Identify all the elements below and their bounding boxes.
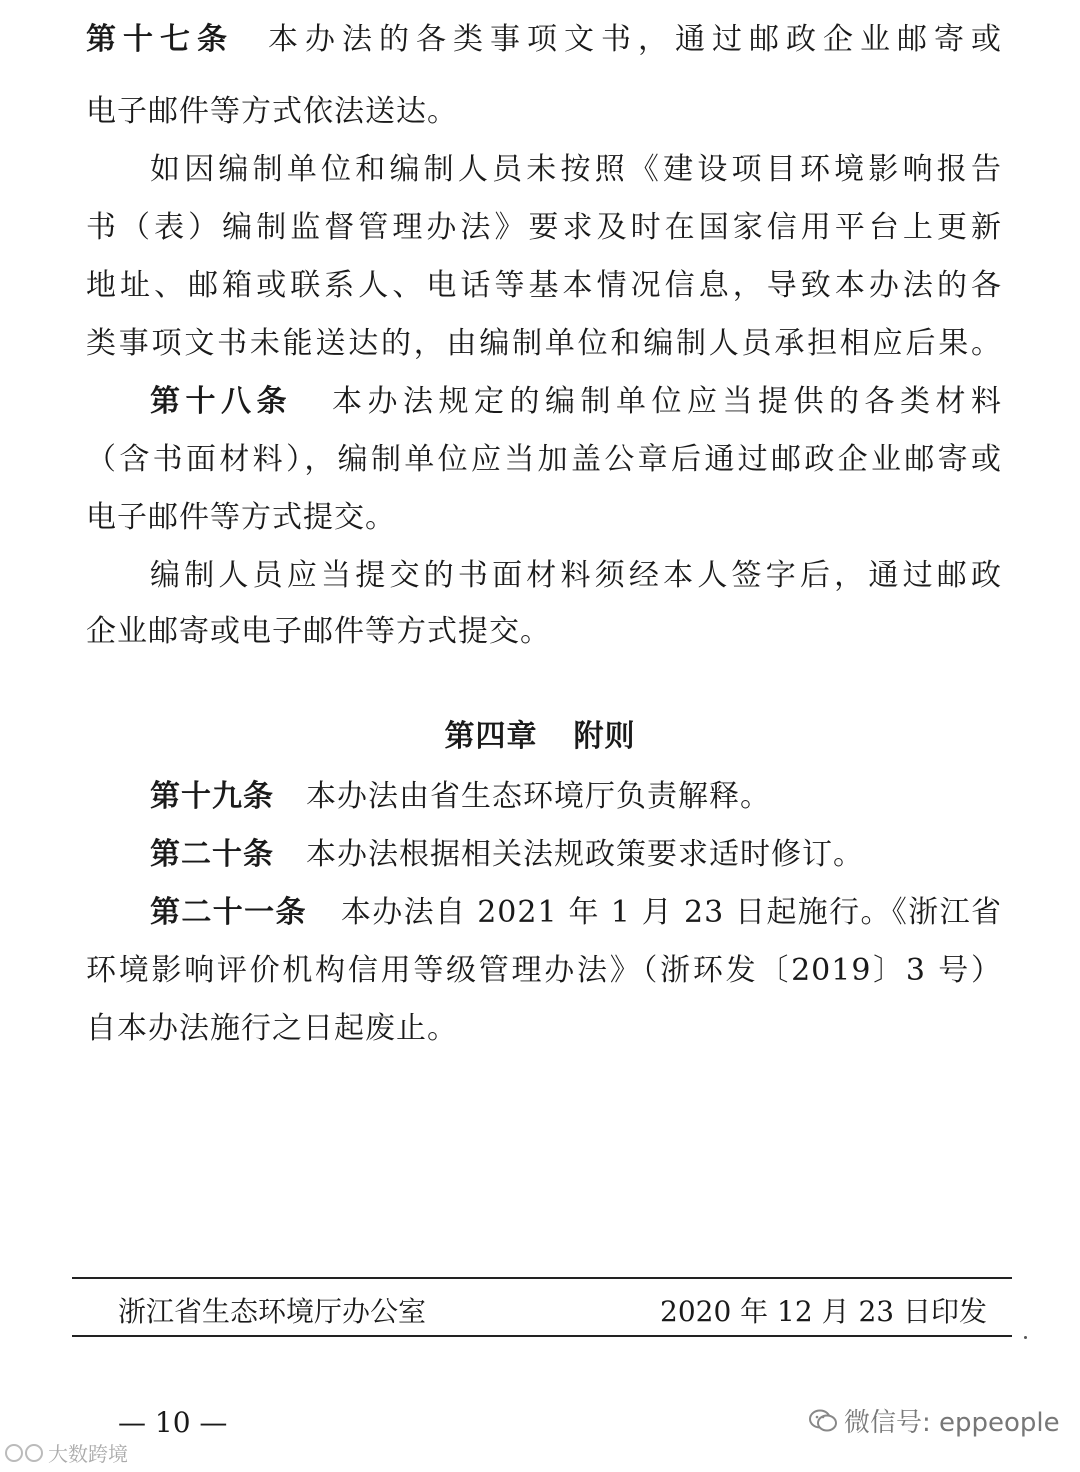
site-watermark — [4, 1438, 128, 1467]
article-17-label: 第十七条 — [86, 22, 234, 57]
article-19-label: 第十九条 — [150, 779, 274, 814]
article-17-para2-line-2: 书（表）编制监督管理办法》要求及时在国家信用平台上更新 — [86, 210, 1002, 245]
footer-bottom-rule — [72, 1335, 1012, 1337]
article-18-line-2: （含书面材料），编制单位应当加盖公章后通过邮政企业邮寄或 — [86, 442, 1002, 477]
article-20-label: 第二十条 — [150, 837, 274, 872]
footer-top-rule — [72, 1277, 1012, 1279]
article-17-para2-line-1: 如因编制单位和编制人员未按照《建设项目环境影响报告 — [150, 152, 1002, 187]
site-logo-icon — [4, 1442, 48, 1464]
article-17-para2-line-4: 类事项文书未能送达的，由编制单位和编制人员承担相应后果。 — [86, 326, 1002, 361]
article-18-label: 第十八条 — [150, 384, 292, 419]
article-21-label: 第二十一条 — [150, 895, 307, 930]
site-watermark-text: 大数跨境 — [48, 1442, 128, 1466]
article-17-line-1: 第十七条 本办法的各类事项文书，通过邮政企业邮寄或 — [86, 22, 1002, 57]
article-19: 第十九条 本办法由省生态环境厅负责解释。 — [150, 779, 771, 814]
wechat-id-text: 微信号: eppeople — [844, 1408, 1060, 1438]
article-17-line-2: 电子邮件等方式依法送达。 — [86, 94, 458, 129]
stray-dot — [1024, 1336, 1027, 1339]
footer-date: 2020 年 12 月 23 日印发 — [660, 1295, 988, 1328]
article-18-para2-line-2: 企业邮寄或电子邮件等方式提交。 — [86, 614, 551, 649]
article-17-para2-line-3: 地址、邮箱或联系人、电话等基本情况信息，导致本办法的各 — [86, 268, 1002, 303]
chapter-title: 附则 — [573, 719, 636, 754]
wechat-icon — [808, 1408, 838, 1434]
article-20: 第二十条 本办法根据相关法规政策要求适时修订。 — [150, 837, 864, 872]
article-21-line-3: 自本办法施行之日起废止。 — [86, 1011, 458, 1046]
article-18-line-1: 第十八条 本办法规定的编制单位应当提供的各类材料 — [150, 384, 1002, 419]
wechat-watermark — [808, 1402, 1060, 1439]
article-21-line-1: 第二十一条 本办法自 2021 年 1 月 23 日起施行。《浙江省 — [150, 895, 1003, 930]
chapter-number: 第四章 — [444, 719, 538, 754]
article-18-line-3: 电子邮件等方式提交。 — [86, 500, 396, 535]
page-number: — 10 — — [118, 1406, 228, 1439]
chapter-heading — [0, 717, 1080, 757]
article-18-para2-line-1: 编制人员应当提交的书面材料须经本人签字后，通过邮政 — [150, 558, 1002, 593]
footer-issuer: 浙江省生态环境厅办公室 — [118, 1295, 427, 1328]
article-21-line-2: 环境影响评价机构信用等级管理办法》（浙环发〔2019〕3 号） — [86, 953, 1002, 988]
